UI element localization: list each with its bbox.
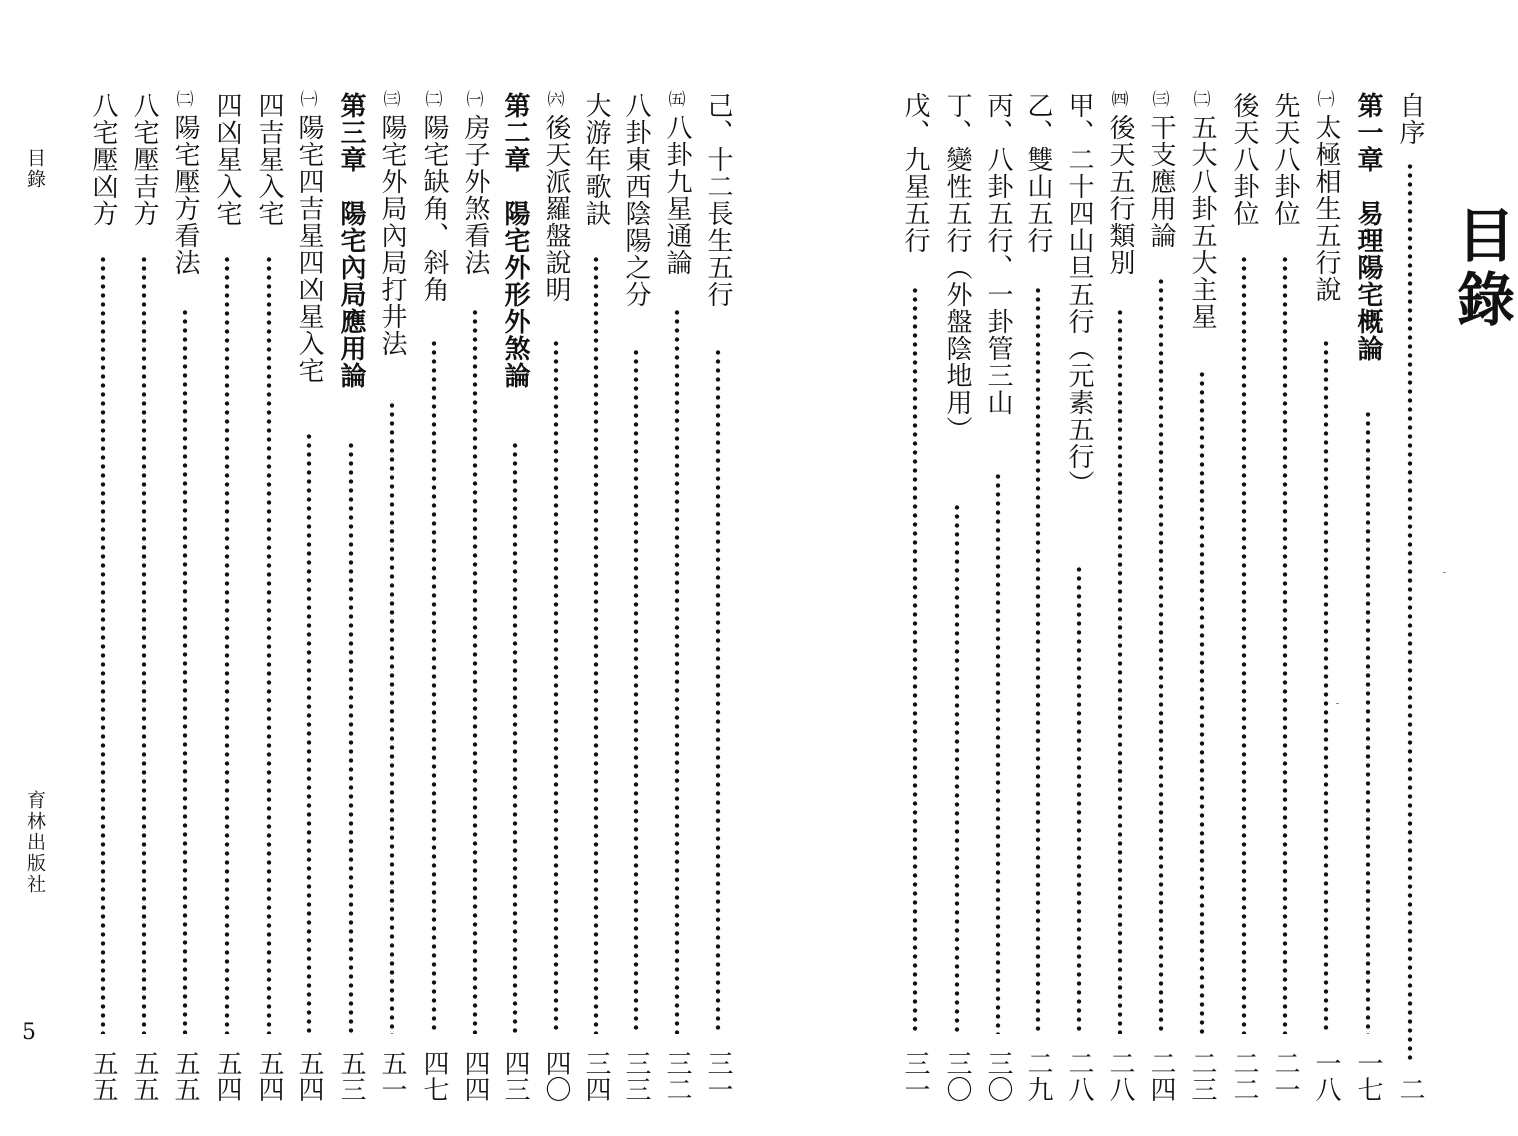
dot-leader — [1199, 370, 1205, 1034]
scan-speck — [1336, 703, 1339, 704]
dot-leader — [995, 472, 1001, 1034]
entry-page-number: 五五 — [88, 1050, 118, 1102]
dot-leader — [633, 348, 639, 1034]
chapter-title: 第一章 易理陽宅概論 — [1353, 92, 1383, 362]
entry-title: 丙、八卦五行、一卦管三山 — [983, 92, 1013, 416]
toc-entry[interactable] — [167, 92, 203, 1102]
entry-title: 五大八卦五大主星 — [1187, 114, 1217, 330]
entry-title: 四凶星入宅 — [212, 92, 242, 227]
dot-leader — [100, 255, 106, 1034]
entry-page-number: 一八 — [1311, 1050, 1341, 1102]
entry-page-number: 三一 — [703, 1050, 733, 1102]
entry-title: 八宅壓凶方 — [88, 92, 118, 227]
toc-entry[interactable] — [85, 92, 121, 1102]
entry-page-number: 二二 — [1229, 1050, 1259, 1102]
entry-title: 四吉星入宅 — [254, 92, 284, 227]
dot-leader — [141, 255, 147, 1034]
entry-page-number: 五五 — [170, 1050, 200, 1102]
publisher-name: 育林出版社 — [24, 790, 46, 895]
entry-title: 乙、雙山五行 — [1023, 92, 1053, 254]
section-marker: ㈠ — [300, 90, 318, 110]
entry-page-number: 二八 — [1064, 1050, 1094, 1102]
entry-title: 太極相生五行說 — [1311, 114, 1341, 303]
entry-page-number: 三二 — [662, 1050, 692, 1102]
dot-leader — [1282, 255, 1288, 1034]
entry-page-number: 二一 — [1270, 1050, 1300, 1102]
entry-title: 丁、變性五行（外盤陰地用） — [942, 92, 972, 443]
toc-entry[interactable] — [897, 92, 933, 1102]
section-marker: ㈣ — [1111, 90, 1129, 110]
entry-page-number: 一七 — [1353, 1050, 1383, 1102]
entry-title: 八宅壓吉方 — [129, 92, 159, 227]
toc-entry[interactable] — [333, 92, 369, 1102]
entry-page-number: 五三 — [336, 1050, 366, 1102]
running-header: 目錄 — [24, 148, 46, 190]
entry-page-number: 四七 — [419, 1050, 449, 1102]
entry-page-number: 三一 — [900, 1050, 930, 1102]
dot-leader — [1117, 308, 1123, 1034]
section-marker: ㈡ — [425, 90, 443, 110]
dot-leader — [954, 503, 960, 1034]
toc-entry[interactable] — [1184, 92, 1220, 1102]
dot-leader — [182, 308, 188, 1034]
toc-entry[interactable] — [939, 92, 975, 1102]
dot-leader — [674, 308, 680, 1034]
dot-leader — [266, 255, 272, 1034]
toc-entry[interactable] — [1350, 92, 1386, 1102]
dot-leader — [715, 348, 721, 1034]
dot-leader — [306, 432, 312, 1034]
entry-title: 甲、二十四山旦五行（元素五行） — [1064, 92, 1094, 497]
dot-leader — [1323, 339, 1329, 1034]
entry-title: 八卦九星通論 — [662, 114, 692, 276]
entry-title: 干支應用論 — [1146, 114, 1176, 249]
toc-entry[interactable] — [1061, 92, 1097, 1102]
dot-leader — [224, 255, 230, 1034]
dot-leader — [1158, 277, 1164, 1034]
entry-title: 後天五行類別 — [1105, 114, 1135, 276]
toc-entry[interactable] — [457, 92, 493, 1102]
entry-page-number: 四〇 — [541, 1050, 571, 1102]
chapter-title: 第二章 陽宅外形外煞論 — [500, 92, 530, 389]
dot-leader — [1035, 286, 1041, 1034]
toc-entry[interactable] — [291, 92, 327, 1102]
dot-leader — [512, 441, 518, 1034]
toc-entry[interactable] — [659, 92, 695, 1102]
entry-title: 自序 — [1395, 92, 1425, 146]
toc-entry[interactable] — [1102, 92, 1138, 1102]
toc-entry[interactable] — [126, 92, 162, 1102]
toc-entry[interactable] — [209, 92, 245, 1102]
section-marker: ㈡ — [1193, 90, 1211, 110]
dot-leader — [472, 308, 478, 1034]
dot-leader — [1365, 410, 1371, 1034]
entry-title: 房子外煞看法 — [460, 114, 490, 276]
entry-title: 先天八卦位 — [1270, 92, 1300, 227]
dot-leader — [1241, 255, 1247, 1034]
dot-leader — [1407, 162, 1413, 1064]
entry-title: 八卦東西陰陽之分 — [621, 92, 651, 308]
entry-page-number: 三三 — [621, 1050, 651, 1102]
entry-page-number: 五四 — [254, 1050, 284, 1102]
dot-leader — [912, 286, 918, 1034]
toc-entry[interactable] — [980, 92, 1016, 1102]
section-marker: ㈤ — [668, 90, 686, 110]
toc-entry[interactable] — [538, 92, 574, 1102]
entry-page-number: 二三 — [1187, 1050, 1217, 1102]
section-marker: ㈢ — [383, 90, 401, 110]
dot-leader — [553, 339, 559, 1034]
entry-title: 陽宅四吉星四凶星入宅 — [294, 114, 324, 384]
dot-leader — [431, 339, 437, 1034]
section-marker: ㈥ — [547, 90, 565, 110]
dot-leader — [348, 441, 354, 1034]
entry-title: 後天八卦位 — [1229, 92, 1259, 227]
toc-entry[interactable] — [1143, 92, 1179, 1102]
section-marker: ㈡ — [176, 90, 194, 110]
toc-entry[interactable] — [416, 92, 452, 1102]
entry-title: 陽宅缺角、斜角 — [419, 114, 449, 303]
entry-page-number: 五四 — [212, 1050, 242, 1102]
page-number: 5 — [22, 1020, 36, 1045]
dot-leader — [389, 401, 395, 1034]
toc-entry[interactable] — [618, 92, 654, 1102]
entry-page-number: 二四 — [1146, 1050, 1176, 1102]
section-marker: ㈠ — [1317, 90, 1335, 110]
entry-page-number: 四四 — [460, 1050, 490, 1102]
entry-page-number: 五五 — [129, 1050, 159, 1102]
entry-page-number: 五一 — [377, 1050, 407, 1102]
entry-title: 陽宅外局內局打井法 — [377, 114, 407, 357]
entry-title: 戊、九星五行 — [900, 92, 930, 254]
toc-entry[interactable] — [1392, 92, 1428, 1102]
entry-page-number: 五四 — [294, 1050, 324, 1102]
entry-title: 大游年歌訣 — [581, 92, 611, 227]
entry-page-number: 三四 — [581, 1050, 611, 1102]
entry-page-number: 二八 — [1105, 1050, 1135, 1102]
entry-title: 後天派羅盤說明 — [541, 114, 571, 303]
page-title: 目錄 — [1447, 205, 1515, 333]
section-marker: ㈠ — [466, 90, 484, 110]
entry-page-number: 三〇 — [942, 1050, 972, 1102]
toc-entry[interactable] — [1308, 92, 1344, 1102]
toc-entry[interactable] — [578, 92, 614, 1102]
toc-entry[interactable] — [1267, 92, 1303, 1102]
toc-entry[interactable] — [1020, 92, 1056, 1102]
entry-page-number: 二九 — [1023, 1050, 1053, 1102]
entry-title: 己、十二長生五行 — [703, 92, 733, 308]
scan-speck — [1443, 572, 1446, 573]
entry-page-number: 三〇 — [983, 1050, 1013, 1102]
entry-title: 陽宅壓方看法 — [170, 114, 200, 276]
toc-entry[interactable] — [700, 92, 736, 1102]
entry-page-number: 四三 — [500, 1050, 530, 1102]
toc-entry[interactable] — [251, 92, 287, 1102]
chapter-title: 第三章 陽宅內局應用論 — [336, 92, 366, 389]
dot-leader — [1076, 565, 1082, 1034]
section-marker: ㈢ — [1152, 90, 1170, 110]
dot-leader — [593, 255, 599, 1034]
toc-entry[interactable] — [1226, 92, 1262, 1102]
toc-entry[interactable] — [497, 92, 533, 1102]
toc-entry[interactable] — [374, 92, 410, 1102]
entry-page-number: 二 — [1395, 1076, 1425, 1102]
